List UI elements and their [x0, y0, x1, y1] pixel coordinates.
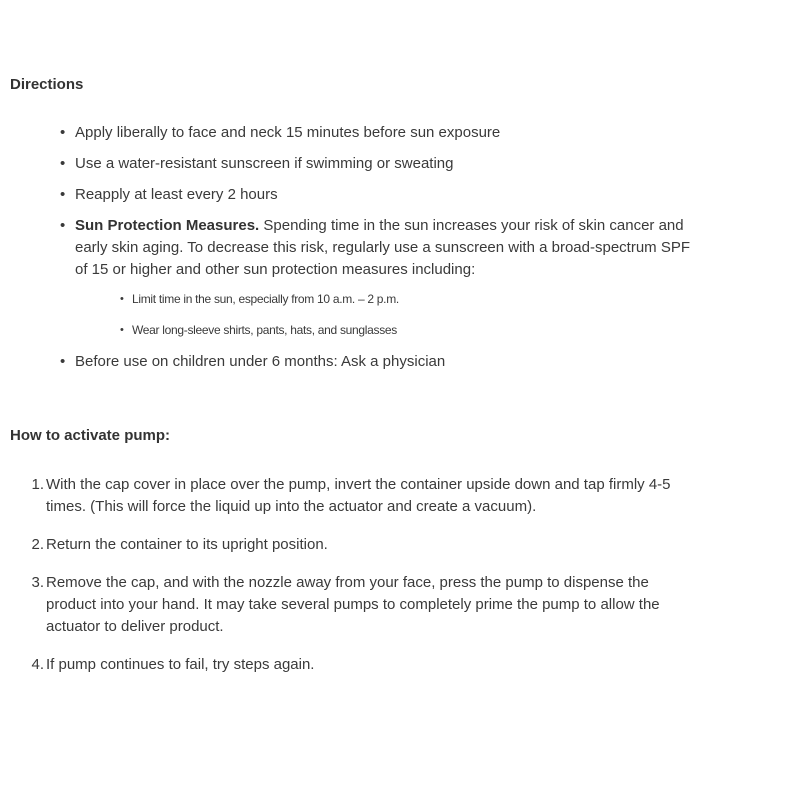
list-item	[31, 534, 696, 556]
sun-protection-heading: Sun Protection Measures.	[75, 217, 260, 234]
sun-protection-measures-list	[75, 289, 700, 340]
list-item	[60, 215, 700, 340]
pump-heading: How to activate pump:	[10, 427, 171, 444]
direction-text: Apply liberally to face and neck 15 minutes before sun exposure	[75, 124, 501, 141]
step-text: With the cap cover in place over the pump, invert the container upside down and tap firmly 4-5 times. (This will force the liquid up into the actuator and create a vacuum).	[46, 476, 671, 515]
step-number: 2.	[31, 536, 44, 553]
direction-text: Before use on children under 6 months: Ask a physician	[75, 353, 446, 370]
step-text: Remove the cap, and with the nozzle away from your face, press the pump to dispense the product into your hand. It may take several pumps to completely prime the pump to allow the actuator to deliver product.	[46, 574, 660, 635]
direction-text: Use a water-resistant sunscreen if swimming or sweating	[75, 155, 454, 172]
step-text: If pump continues to fail, try steps again.	[46, 656, 315, 673]
step-number: 1.	[31, 476, 44, 493]
measure-text: Limit time in the sun, especially from 10 a.m. – 2 p.m.	[132, 292, 399, 306]
measure-text: Wear long-sleeve shirts, pants, hats, and sunglasses	[132, 323, 397, 337]
step-text: Return the container to its upright position.	[46, 536, 328, 553]
directions-heading: Directions	[10, 76, 84, 93]
list-item	[120, 320, 700, 340]
pump-steps-list	[31, 474, 696, 692]
list-item	[31, 474, 696, 518]
direction-text: Reapply at least every 2 hours	[75, 186, 278, 203]
list-item	[31, 572, 696, 638]
sun-protection-text: Spending time in the sun increases your risk of skin cancer and early skin aging. To decrease this risk, regularly use a sunscreen with a broad-spectrum SPF of 15 or higher and other sun protection measures including:	[75, 217, 691, 278]
list-item	[120, 289, 700, 309]
step-number: 3.	[31, 574, 44, 591]
list-item	[60, 184, 700, 206]
list-item	[60, 351, 700, 373]
list-item	[60, 122, 700, 144]
step-number: 4.	[31, 656, 44, 673]
list-item	[31, 654, 696, 676]
directions-list	[60, 122, 700, 382]
list-item	[60, 153, 700, 175]
